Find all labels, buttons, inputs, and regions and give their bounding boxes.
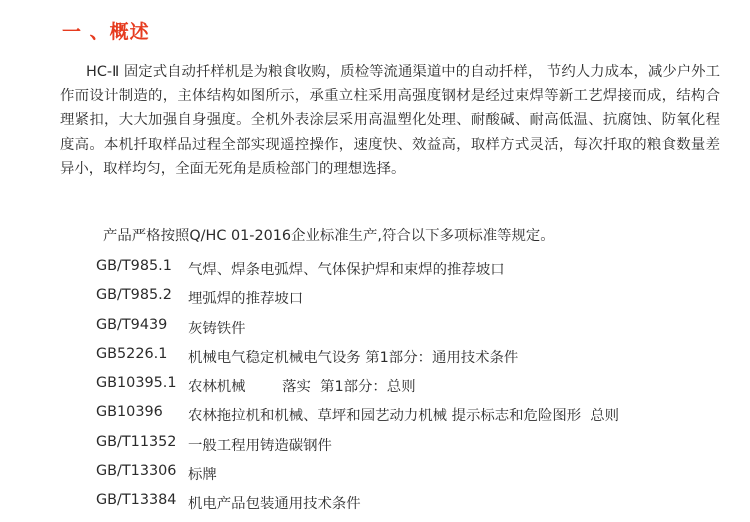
standard-code: GB/T13384 (96, 492, 177, 509)
standard-row (0, 317, 750, 346)
standard-description: 机电产品包装通用技术条件 (188, 496, 361, 513)
standards-intro: 产品严格按照Q/HC 01-2016企业标准生产,符合以下多项标准等规定。 (103, 228, 555, 244)
standard-row (0, 404, 750, 433)
section-title: 一 、概述 (62, 21, 150, 43)
standard-code: GB10396 (96, 404, 163, 421)
standard-description: 灰铸铁件 (188, 320, 246, 337)
standard-code: GB10395.1 (96, 375, 177, 392)
standard-row (0, 434, 750, 463)
standard-code: GB/T11352 (96, 433, 177, 450)
standard-description: 气焊、焊条电弧焊、气体保护焊和束焊的推荐坡口 (188, 262, 505, 278)
standard-row (0, 463, 750, 492)
standard-description: 机械电气稳定机械电气设务 第1部分：通用技术条件 (188, 349, 519, 366)
standard-row (0, 375, 750, 404)
standard-description: 标牌 (188, 467, 217, 484)
standard-description: 埋弧焊的推荐坡口 (188, 291, 304, 308)
standard-row (0, 492, 750, 521)
standard-code: GB/T985.2 (96, 287, 172, 304)
standard-description: 一般工程用铸造碳钢件 (188, 437, 332, 454)
standard-description: 农林机械 落实 第1部分：总则 (188, 379, 416, 396)
standard-code: GB5226.1 (96, 345, 168, 362)
standards-list (0, 258, 750, 522)
intro-paragraph: HC-Ⅱ 固定式自动扦样机是为粮食收购，质检等流通渠道中的自动扦样， 节约人力成本，减少户外工作而设计制造的，主体结构如图所示，承重立柱采用高强度钢材是经过束焊等新工艺焊接而成，结构合理紧扣，大大加强自身强度。全机外表涂层采用高温塑化处理、耐酸碱、耐高低温、抗腐蚀、防氧化程度高。本机扦取样品过程全部实现遥控操作，速度快、效益高，取样方式灵活，每次扦取的粮食数量差异小，取样均匀，全面无死角是质检部门的理想选择。 (60, 64, 720, 177)
standard-code: GB/T985.1 (96, 258, 172, 274)
standard-code: GB/T13306 (96, 463, 177, 480)
standard-row (0, 287, 750, 316)
standard-row (0, 258, 750, 287)
standard-row (0, 346, 750, 375)
standard-code: GB/T9439 (96, 316, 168, 333)
standard-description: 农林拖拉机和机械、草坪和园艺动力机械 提示标志和危险图形 总则 (188, 408, 620, 425)
